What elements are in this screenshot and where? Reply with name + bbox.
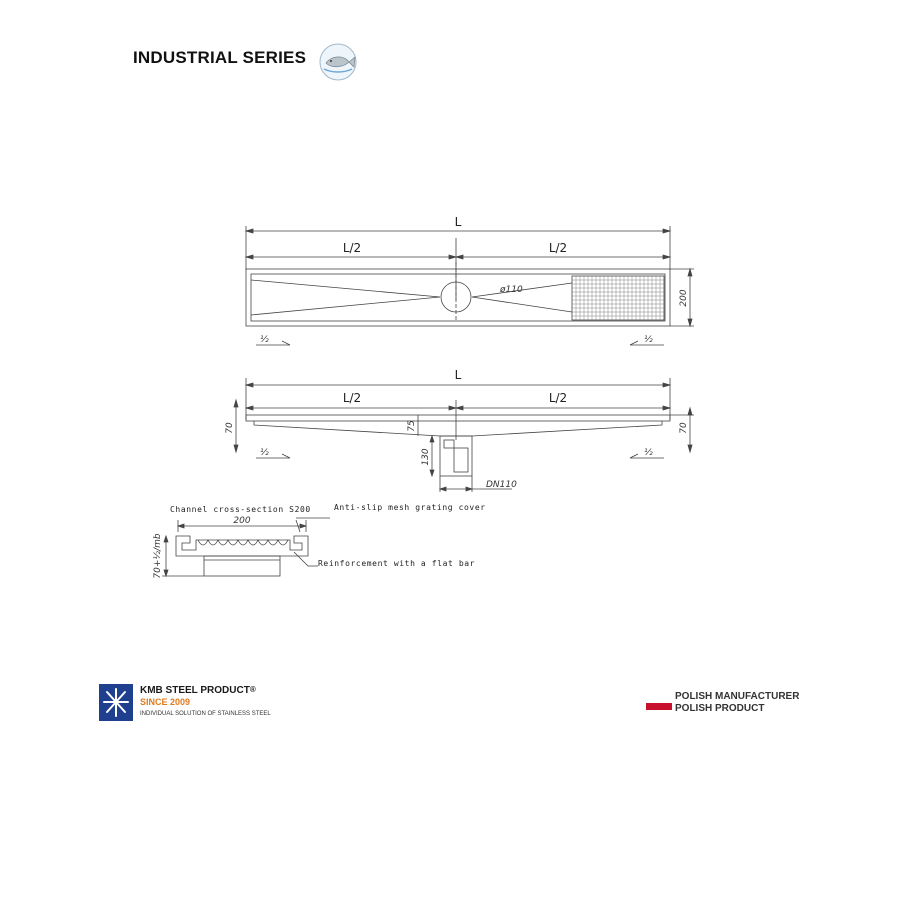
side-slope-right: ½ [644,448,653,458]
side-dim-total: L [454,368,462,382]
plan-slope-left: ½ [260,335,269,345]
cross-section-width: 200 [233,516,251,526]
brand-reg-mark: ® [249,685,256,694]
origin-product: POLISH PRODUCT [675,703,765,714]
flag-bar [646,703,672,710]
brand-name-text: KMB STEEL PRODUCT [140,685,250,696]
brand-name [140,685,256,696]
grating-note: Anti-slip mesh grating cover [334,503,486,512]
cross-section-title: Channel cross-section S200 [170,505,311,514]
plan-dim-total: L [454,215,462,229]
plan-dim-height: 200 [679,289,689,307]
flat-bar-note: Reinforcement with a flat bar [318,559,476,568]
cross-section [162,518,330,576]
side-dim-mid: 75 [407,420,417,432]
origin-manufacturer: POLISH MANUFACTURER [675,691,800,702]
plan-slope-right: ½ [644,335,653,345]
side-view [234,378,694,492]
side-dim-half-right: L/2 [548,391,568,405]
plan-mesh [572,276,664,320]
side-dim-left-height: 70 [225,422,235,434]
plan-dim-half-left: L/2 [342,241,362,255]
brand-tagline: INDIVIDUAL SOLUTION OF STAINLESS STEEL [140,711,271,717]
plan-dim-half-right: L/2 [548,241,568,255]
cross-section-height: 70+½/mb [153,533,163,579]
kmb-logo [99,684,133,721]
page-title: INDUSTRIAL SERIES [133,48,307,67]
side-dim-outlet-depth: 130 [421,448,431,466]
side-dim-half-left: L/2 [342,391,362,405]
plan-outlet-diameter: ø110 [500,285,523,295]
brand-since: SINCE 2009 [140,697,191,707]
side-slope-left: ½ [260,448,269,458]
side-dim-right-height: 70 [679,422,689,434]
plan-view [246,226,694,345]
kmb-logo-icon [99,684,133,721]
side-outlet-label: DN110 [486,480,517,490]
